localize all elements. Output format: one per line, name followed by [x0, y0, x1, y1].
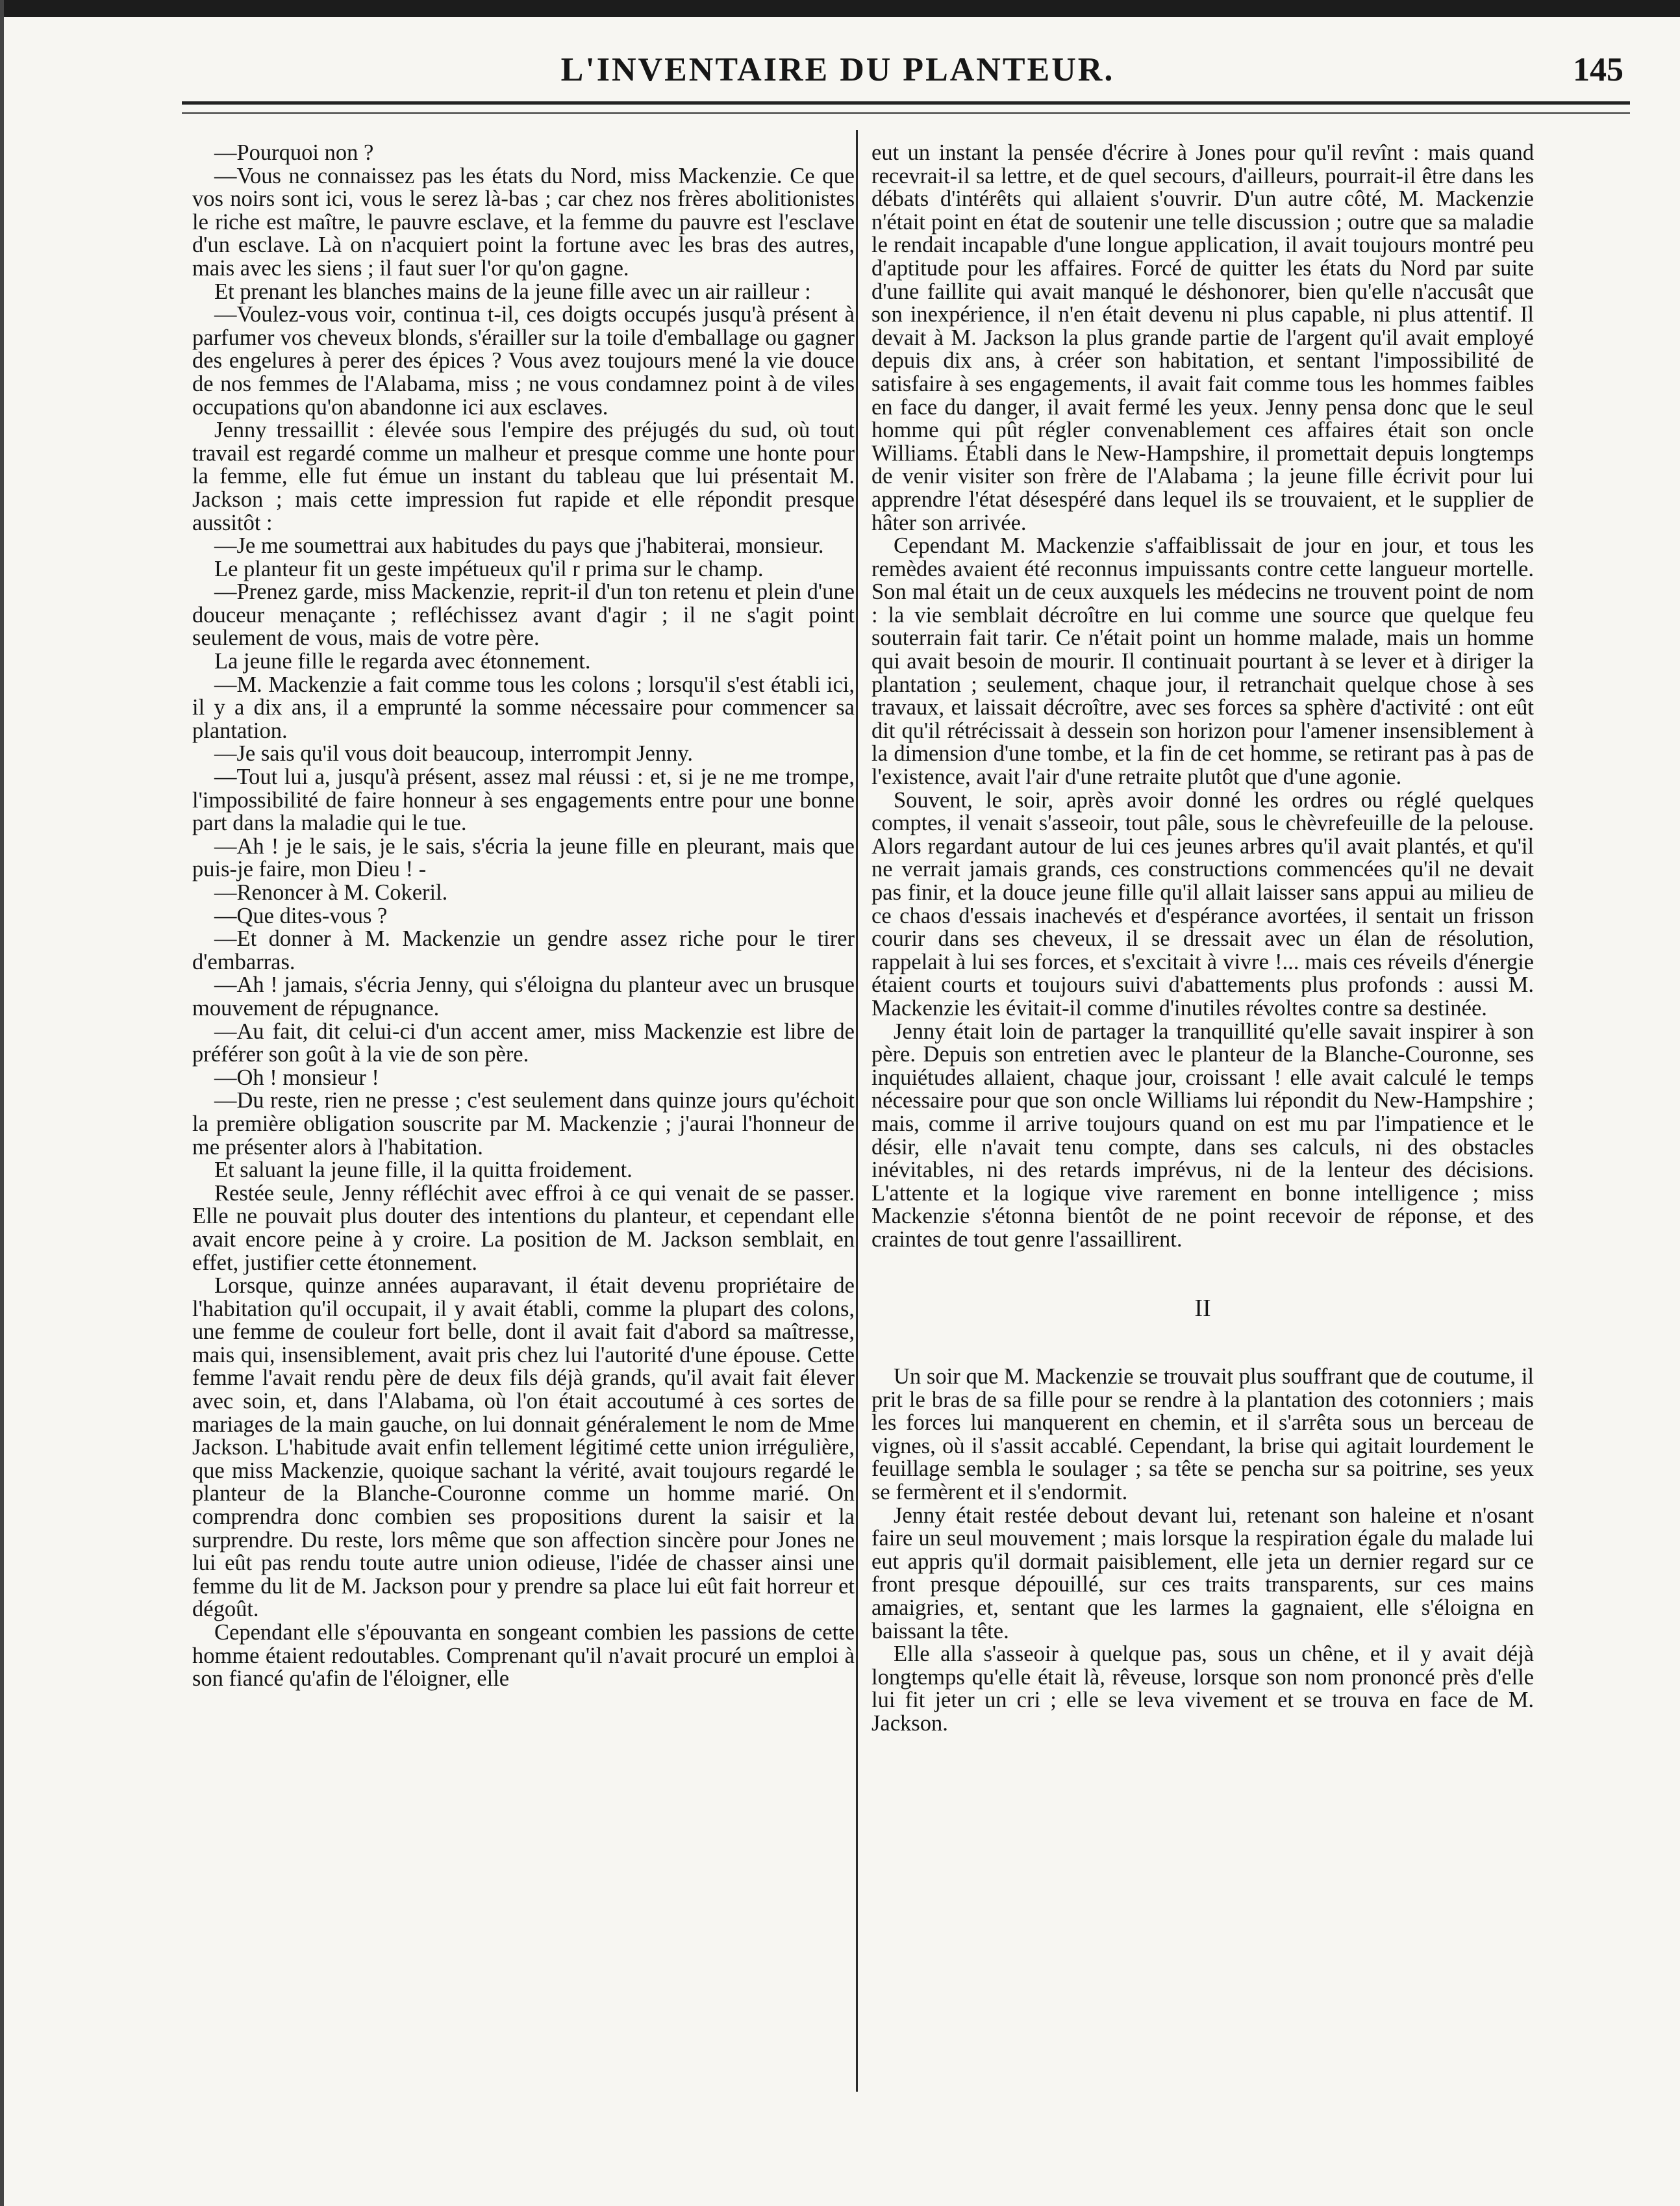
section-heading: II — [1194, 1294, 1211, 1322]
paragraph: Restée seule, Jenny réfléchit avec effroi à ce qui venait de se passer. Elle ne pouvait plus douter des intentions du planteur, et cependant elle avait encore peine à y croire. La position de M. Jackson semblait, en effet, justifier cette étonnement. — [192, 1180, 855, 1275]
paragraph: —Et donner à M. Mackenzie un gendre assez riche pour le tirer d'embarras. — [192, 926, 855, 974]
paragraph: Un soir que M. Mackenzie se trouvait plus souffrant que de coutume, il prit le bras de sa fille pour se rendre à la plantation des cotonniers ; mais les forces lui manquerent en chemin, et il s'arrêta sous un berceau de vignes, où il s'assit accablé. Cependant, la brise qui agitait lourdement le feuillage sembla le soulager ; sa tête se pencha sur sa poitrine, ses yeux se fermèrent et il s'endormit. — [871, 1364, 1534, 1505]
paragraph: —Pourquoi non ? — [214, 140, 374, 165]
paragraph: —Renoncer à M. Cokeril. — [214, 880, 448, 905]
paragraph: Le planteur fit un geste impétueux qu'il r primа sur le champ. — [214, 556, 764, 581]
top-border — [0, 0, 1680, 17]
right-column — [871, 142, 1534, 1736]
paragraph: —Prenez garde, miss Mackenzie, reprit-il d'un ton retenu et plein d'une douceur menaçante ; refléchissez avant d'agir ; il ne s'agit point seulement de vous, mais de votre père. — [192, 579, 855, 651]
paragraph: Jenny tressaillit : élevée sous l'empire des préjugés du sud, où tout travail est regardé comme un malheur et presque comme une honte pour la femme, elle fut émue un instant du tableau que lui présentait M. Jackson ; mais cette impression fut rapide et elle répondit presque aussitôt : — [192, 418, 855, 535]
paragraph: —Que dites-vous ? — [214, 903, 388, 928]
paragraph: eut un instant la pensée d'écrire à Jones pour qu'il revînt : mais quand recevrait-il sa lettre, et de quel secours, d'ailleurs, pourrait-il être dans les débats d'intérêts qui allaient s'ouvrir. D'un autre côté, M. Mackenzie n'était point en état de soutenir une telle discussion ; outre que sa maladie le rendait incapable d'une longue application, il avait toujours montré peu d'aptitude pour les affaires. Forcé de quitter les états du Nord par suite d'une faillite qui avait manqué le déshonorer, bien qu'elle n'accusât que son inexpérience, il n'en était devenu ni plus capable, ni plus attentif. Il devait à M. Jackson la plus grande partie de l'argent qu'il avait employé depuis dix ans, à créer son habitation, et sentant l'impossibilité de satisfaire à ses engagements, il avait fait comme tous les hommes faibles en face du danger, il avait fermé les yeux. Jenny pensa donc que le seul homme qui pût régler convenablement ces affaires était son oncle Williams. Établi dans le New-Hampshire, il promettait depuis longtemps de venir visiter son frère de l'Alabama ; la jeune fille écrivit pour lui apprendre l'état désespéré dans lequel ils se trouvaient, et le supplier de hâter son arrivée. — [871, 140, 1534, 535]
paragraph: Cependant M. Mackenzie s'affaiblissait de jour en jour, et tous les remèdes avaient été reconnus impuissants contre cette langueur mortelle. Son mal était un de ceux auxquels les médecins ne trouvent point de nom : la vie semblait décroître en lui comme une source que quelque feu souterrain fait tarir. Ce n'était point un homme malade, mais un homme qui avait besoin de mourir. Il continuait pourtant à se lever et à diriger la plantation ; seulement, chaque jour, il retranchait quelque chose à ses travaux, et laissait décroître, avec ses forces sa sphère d'activité : ont eût dit qu'il rétrécissait à dessein son horizon pour l'amener insensiblement à la dimension d'une tombe, et la fin de cet homme, se retirant pas à pas de l'existence, avait l'air d'une retraite plutôt que d'une agonie. — [871, 533, 1534, 790]
paragraph: —Je sais qu'il vous doit beaucoup, interrompit Jenny. — [214, 741, 693, 767]
paragraph: —Ah ! je le sais, je le sais, s'écria la jeune fille en pleurant, mais que puis-je faire, mon Dieu ! - — [192, 833, 855, 882]
paragraph: Et saluant la jeune fille, il la quitta froidement. — [214, 1158, 633, 1183]
column-divider — [856, 130, 858, 2092]
paragraph: —M. Mackenzie a fait comme tous les colons ; lorsqu'il s'est établi ici, il y a dix ans, il a emprunté la somme nécessaire pour commencer sa plantation. — [192, 672, 855, 743]
left-border — [0, 0, 12, 2206]
paragraph: Jenny était loin de partager la tranquillité qu'elle savait inspirer à son père. Depuis son entretien avec le planteur de la Blanche-Couronne, ses inquiétudes allaient, chaque jour, croissant ! elle avait calculé le temps nécessaire pour que son oncle Williams lui répondit du New-Hampshire ; mais, comme il arrive toujours quand on est mu par l'impatience et le désir, elle n'avait tenu compte, dans ses calculs, ni des obstacles inévitables, ni des retards imprévus, ni de la lenteur des décisions. L'attente et la logique vive rarement en bonne intelligence ; miss Mackenzie s'étonna bientôt de ne point recevoir de réponse, et des craintes de tout genre l'assaillirent. — [871, 1019, 1534, 1252]
paragraph: La jeune fille le regarda avec étonnement. — [214, 649, 591, 674]
paragraph: —Au fait, dit celui-ci d'un accent amer, miss Mackenzie est libre de préférer son goût à la vie de son père. — [192, 1019, 855, 1067]
paragraph: —Vous ne connaissez pas les états du Nord, miss Mackenzie. Ce que vos noirs sont ici, vous le serez là-bas ; car chez nos frères abolitionistes le riche est maître, le pauvre esclave, et la femme du pauvre est l'esclave d'un esclave. Là on n'acquiert point la fortune avec les bras des autres, mais avec les siens ; il faut suer l'or qu'on gagne. — [192, 163, 855, 281]
paragraph: Et prenant les blanches mains de la jeune fille avec un air railleur : — [214, 279, 811, 304]
paragraph: Cependant elle s'épouvanta en songeant combien les passions de cette homme étaient redoutables. Comprenant qu'il n'avait procuré un emploi à son fiancé qu'afin de l'éloigner, elle — [192, 1620, 855, 1692]
left-column — [192, 142, 855, 1691]
paragraph: —Voulez-vous voir, continua t-il, ces doigts occupés jusqu'à présent à parfumer vos cheveux blonds, s'érailler sur la toile d'emballage ou gagner des engelures à perer des épices ? Vous avez toujours mené la vie douce de nos femmes de l'Alabama, miss ; ne vous condamnez point à de viles occupations qu'on abandonne ici aux esclaves. — [192, 302, 855, 420]
page-header — [52, 51, 1624, 96]
running-title: L'INVENTAIRE DU PLANTEUR. — [560, 51, 1115, 88]
paragraph: Souvent, le soir, après avoir donné les ordres ou réglé quelques comptes, il venait s'asseoir, tout pâle, sous le chèvrefeuille de la pelouse. Alors regardant autour de lui ces jeunes arbres qu'il avait plantés, et qu'il ne verrait jamais grands, ces constructions commencées qu'il ne devait pas finir, et la douce jeune fille qu'il allait laisser sans appui au milieu de ce chaos d'essais inachevés et d'espérance avortées, il sentait un frisson courir dans ses cheveux, il se dressait avec un élan de résolution, rappelait à lui ses forces, et s'excitait à vivre !... mais ces réveils d'énergie étaient courts et toujours suivi d'abattements plus profonds : aussi M. Mackenzie les évitait-il comme d'inutiles révoltes contre sa destinée. — [871, 787, 1534, 1021]
header-rule — [182, 101, 1630, 114]
paragraph: —Oh ! monsieur ! — [214, 1065, 379, 1090]
paragraph: Elle alla s'asseoir à quelque pas, sous un chêne, et il y avait déjà longtemps qu'elle était là, rêveuse, lorsque son nom prononcé près d'elle lui fit jeter un cri ; elle se leva vivement et se trouva en face de M. Jackson. — [871, 1642, 1534, 1736]
paragraph: —Tout lui a, jusqu'à présent, assez mal réussi : et, si je ne me trompe, l'impossibilité de faire honneur à ses engagements entre pour une bonne part dans la maladie qui le tue. — [192, 765, 855, 836]
page-number: 145 — [1573, 51, 1624, 88]
paragraph: Lorsque, quinze années auparavant, il était devenu propriétaire de l'habitation qu'il occupait, il y avait établi, comme la plupart des colons, une femme de couleur fort belle, dont il avait fait d'abord sa maîtresse, mais qui, insensiblement, avait pris chez lui l'autorité d'une épouse. Cette femme l'avait rendu père de deux fils déjà grands, qu'il avait fait élever avec soin, et, dans l'Alabama, où l'on était accoutumé à ces sortes de mariages de la main gauche, on lui donnait généralement le nom de Mme Jackson. L'habitude avait enfin tellement légitimé cette union irrégulière, que miss Mackenzie, quoique sachant la vérité, avait toujours regardé le planteur de la Blanche-Couronne comme un homme marié. On comprendra donc combien ses propositions durent la saisir et la surprendre. Du reste, lors même que son affection sincère pour Jones ne lui eût pas rendu toute autre union odieuse, l'idée de chasser ainsi une femme du lit de M. Jackson pour y prendre sa place lui eût fait horreur et dégoût. — [192, 1273, 855, 1622]
paragraph: —Du reste, rien ne presse ; c'est seulement dans quinze jours qu'échoit la première obligation souscrite par M. Mackenzie ; j'aurai l'honneur de me présenter alors à l'habitation. — [192, 1088, 855, 1160]
paragraph: —Je me soumettrai aux habitudes du pays que j'habiterai, monsieur. — [214, 533, 824, 559]
paragraph: —Ah ! jamais, s'écria Jenny, qui s'éloigna du planteur avec un brusque mouvement de répugnance. — [192, 972, 855, 1021]
paragraph: Jenny était restée debout devant lui, retenant son haleine et n'osant faire un seul mouvement ; mais lorsque la respiration égale du malade lui eut appris qu'il dormait paisiblement, elle jeta un dernier regard sur ce front presque dépouillé, sur ces traits transparents, sur ces mains amaigries, et, sentant que les larmes la gagnaient, elle s'éloigna en baissant la tête. — [871, 1502, 1534, 1643]
